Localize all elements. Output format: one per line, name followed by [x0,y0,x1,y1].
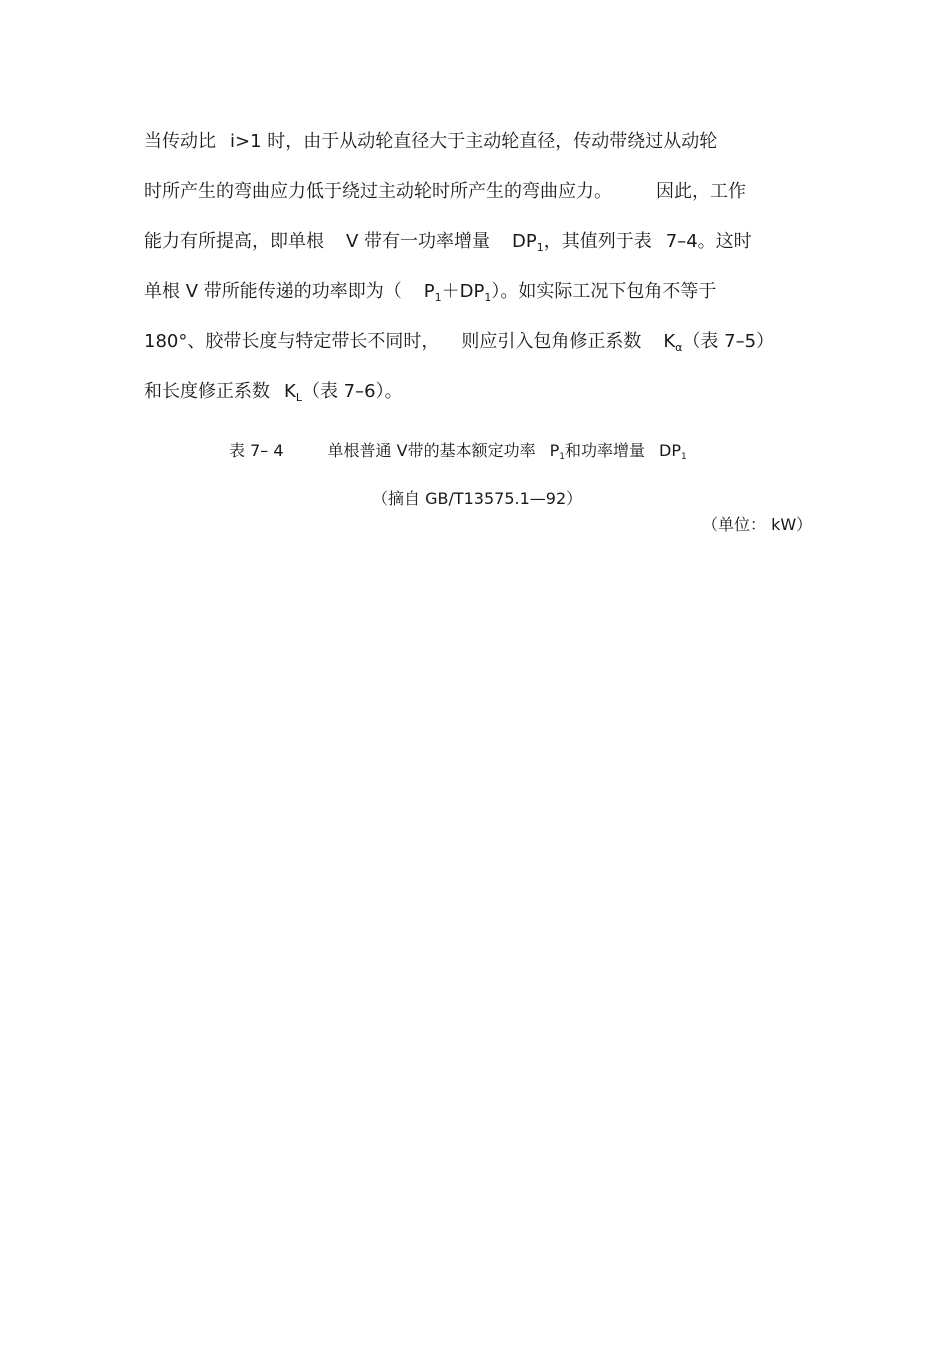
paragraph-line-2 [144,180,814,204]
text-segment: ）。如实际工况下包角不等于 [491,281,717,302]
text-segment: 和长度修正系数 [144,381,270,402]
length-factor-symbol: $K_L$ [284,381,302,404]
rated-power-symbol: $P_1$ [549,441,565,462]
text-segment: （表 7–6）。 [301,381,403,402]
table-title: 和功率增量 [564,441,645,460]
text-segment: 当传动比 [144,131,216,152]
power-increment-symbol: $DP_1$ [512,231,544,254]
paragraph-line-6 [144,380,814,404]
paragraph-line-1 [144,130,814,154]
text-segment: 因此，工作 [656,181,746,202]
text-segment: i>1 时，由于从动轮直径大于主动轮直径，传动带绕过从动轮 [230,131,718,152]
power-increment-symbol: $+DP_1$ [441,281,492,304]
text-segment: 则应引入包角修正系数 [461,331,642,352]
text-segment: 单根 V 带所能传递的功率即为（ [144,281,402,302]
table-unit: （单位： kW） [702,515,813,534]
paragraph-line-3 [144,230,814,254]
text-segment: 180°、胶带长度与特定带长不同时， [144,331,440,352]
angle-factor-symbol: $K_\alpha$ [663,331,683,354]
rated-power-symbol: $P_1$ [423,281,442,304]
paragraph-line-5 [144,330,814,354]
text-segment: V 带有一功率增量 [346,231,491,252]
text-segment: ，其值列于表 [543,231,652,252]
text-segment: （表 7–5） [682,331,775,352]
table-caption [229,440,687,462]
paragraph-line-4 [144,280,814,304]
text-segment: 7–4。这时 [665,231,752,252]
text-segment: 能力有所提高，即单根 [144,231,324,252]
table-title: 单根普通 V带的基本额定功率 [327,441,536,460]
table-source: （摘自 GB/T13575.1—92） [372,489,583,508]
table-number: 表 7– 4 [229,441,284,460]
text-segment: 时所产生的弯曲应力低于绕过主动轮时所产生的弯曲应力。 [144,181,612,202]
power-increment-symbol: $DP_1$ [659,441,687,462]
